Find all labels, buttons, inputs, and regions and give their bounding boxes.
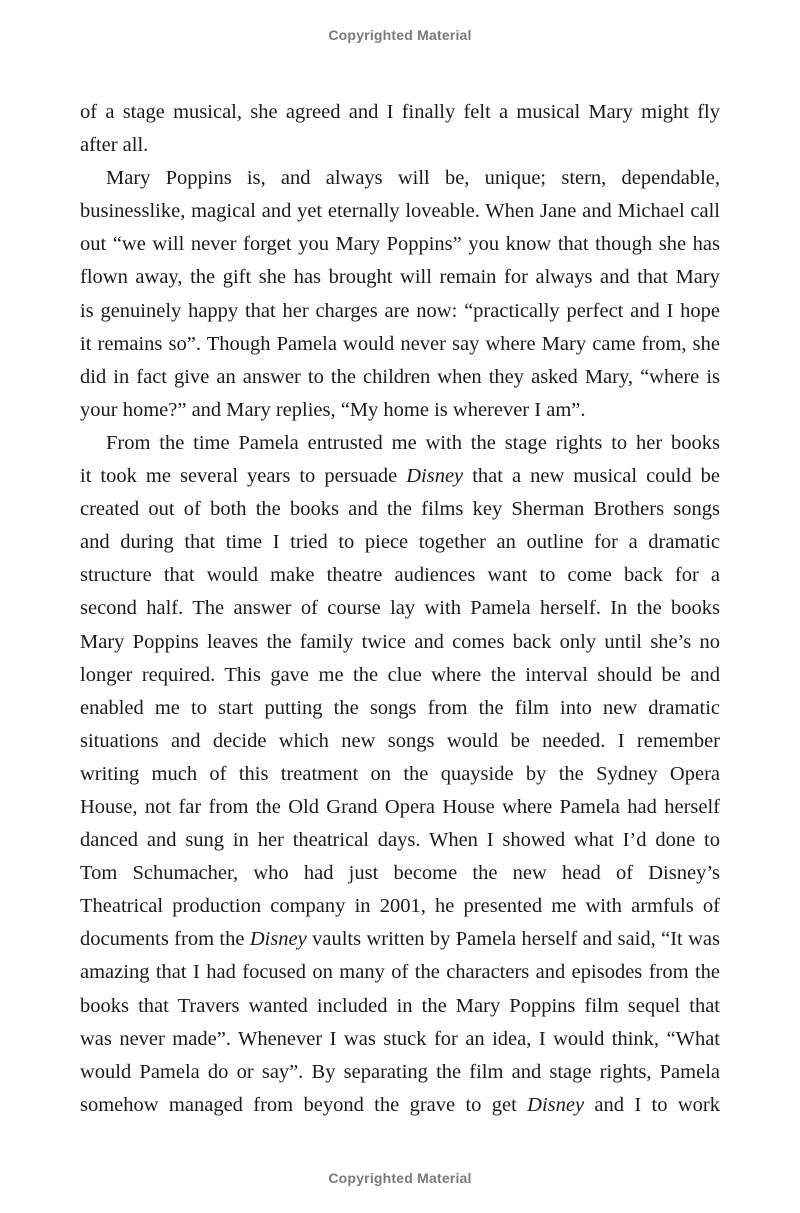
text-line: structure that would make theatre audiences want to come back for a	[80, 564, 720, 587]
text-line: out “we will never forget you Mary Poppins” you know that though she has	[80, 233, 720, 256]
text-line: your home?” and Mary replies, “My home is wherever I am”.	[80, 398, 586, 421]
text-line: Mary Poppins leaves the family twice and comes back only until she’s no	[80, 630, 720, 653]
italic-title-disney: Disney	[249, 928, 307, 951]
text-line: writing much of this treatment on the quayside by the Sydney Opera	[80, 762, 720, 785]
text-run: it took me several years to persuade	[80, 465, 407, 488]
text-line: Mary Poppins is, and always will be, unique; stern, dependable,	[106, 167, 720, 190]
paragraph	[80, 427, 720, 1122]
text-line: is genuinely happy that her charges are now: “practically perfect and I hope	[80, 299, 720, 322]
text-line: did in fact give an answer to the children when they asked Mary, “where is	[80, 365, 720, 388]
text-line: flown away, the gift she has brought will remain for always and that Mary	[80, 266, 720, 289]
text-line: of a stage musical, she agreed and I finally felt a musical Mary might fly	[80, 101, 720, 123]
text-run: documents from the	[80, 928, 250, 951]
text-line	[80, 1089, 720, 1122]
page-body-text	[80, 96, 720, 1122]
text-line: was never made”. Whenever I was stuck for an idea, I would think, “What	[80, 1027, 720, 1050]
text-line: House, not far from the Old Grand Opera House where Pamela had herself	[80, 795, 720, 818]
text-run: that a new musical could be	[463, 465, 720, 488]
paragraph	[80, 162, 720, 427]
text-line	[80, 923, 720, 956]
text-line: books that Travers wanted included in the Mary Poppins film sequel that	[80, 994, 720, 1017]
text-line: would Pamela do or say”. By separating the film and stage rights, Pamela	[80, 1060, 720, 1083]
copyright-watermark-bottom: Copyrighted Material	[328, 1170, 472, 1186]
text-line: longer required. This gave me the clue where the interval should be and	[80, 663, 720, 686]
copyright-watermark-top: Copyrighted Material	[328, 27, 472, 43]
italic-title-disney: Disney	[406, 465, 464, 488]
text-line: created out of both the books and the films key Sherman Brothers songs	[80, 498, 720, 521]
text-line: amazing that I had focused on many of the characters and episodes from the	[80, 961, 720, 984]
text-line: situations and decide which new songs would be needed. I remember	[80, 729, 720, 752]
text-line: businesslike, magical and yet eternally loveable. When Jane and Michael call	[80, 200, 720, 223]
text-line: enabled me to start putting the songs from the film into new dramatic	[80, 696, 720, 719]
text-run: vaults written by Pamela herself and said, “It was	[306, 928, 720, 951]
text-run: and I to work	[584, 1093, 720, 1116]
italic-title-disney: Disney	[527, 1093, 585, 1116]
text-line: Theatrical production company in 2001, he presented me with armfuls of	[80, 895, 720, 918]
text-line: it remains so”. Though Pamela would never say where Mary came from, she	[80, 332, 720, 355]
text-line: From the time Pamela entrusted me with the stage rights to her books	[106, 431, 720, 454]
text-line: second half. The answer of course lay with Pamela herself. In the books	[80, 597, 720, 620]
paragraph	[80, 96, 720, 162]
text-line: and during that time I tried to piece together an outline for a dramatic	[80, 531, 720, 554]
text-line: danced and sung in her theatrical days. When I showed what I’d done to	[80, 829, 720, 852]
text-line: Tom Schumacher, who had just become the new head of Disney’s	[80, 862, 720, 885]
text-line: after all.	[80, 134, 149, 157]
text-run: somehow managed from beyond the grave to get	[80, 1093, 528, 1116]
text-line	[80, 460, 720, 493]
